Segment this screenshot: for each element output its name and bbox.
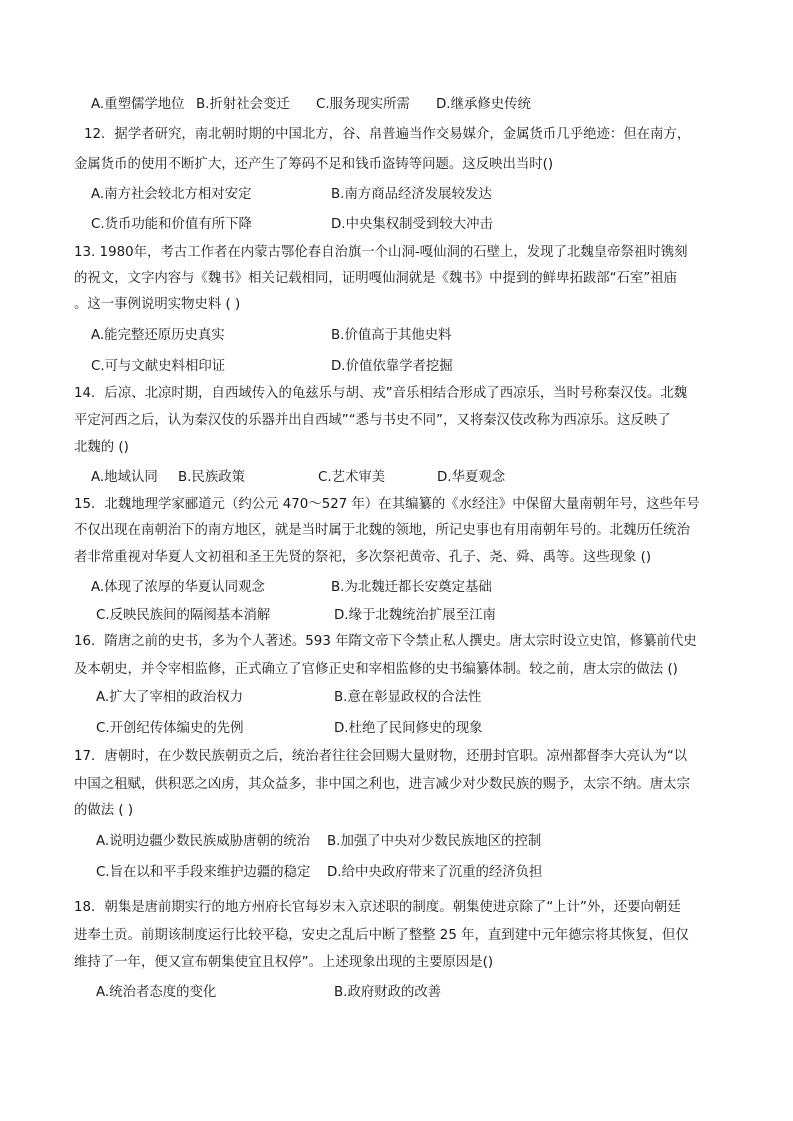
q11-option-c: C.服务现实所需	[316, 97, 410, 112]
q12-option-c: C.货币功能和价值有所下降	[91, 217, 252, 232]
q16-stem-line-2: 及本朝史，并令宰相监修，正式确立了官修正史和宰相监修的史书编纂体制。较之前，唐太宗的做法 ()	[74, 662, 678, 677]
q16-option-b: B.意在彰显政权的合法性	[334, 690, 482, 705]
q16-option-a: A.扩大了宰相的政治权力	[96, 690, 244, 705]
q18-stem-line-2: 进奉土贡。前期该制度运行比较平稳，安史之乱后中断了整整 25 年，直到建中元年德宗将其恢复，但仅	[74, 928, 689, 943]
q12-stem-line-2: 金属货币的使用不断扩大，还产生了筹码不足和钱币盗铸等问题。这反映出当时()	[74, 157, 554, 172]
q17-option-d: D.给中央政府带来了沉重的经济负担	[327, 865, 543, 880]
q18-option-a: A.统治者态度的变化	[96, 985, 217, 1000]
q12-stem-line-1: 12．据学者研究，南北朝时期的中国北方，谷、帛普遍当作交易媒介，金属货币几乎绝迹：但在南方，	[84, 127, 691, 142]
q16-stem-line-1: 16．隋唐之前的史书，多为个人著述。593 年隋文帝下令禁止私人撰史。唐太宗时设立史馆，修纂前代史	[74, 634, 697, 649]
q15-option-b: B.为北魏迁都长安奠定基础	[331, 580, 492, 595]
q18-stem-line-1: 18．朝集是唐前期实行的地方州府长官每岁末入京述职的制度。朝集使进京除了“上计”外，还要向朝廷	[74, 900, 681, 915]
q12-option-b: B.南方商品经济发展较发达	[331, 187, 492, 202]
q13-option-a: A.能完整还原历史真实	[91, 328, 225, 343]
q11-option-a: A.重塑儒学地位	[91, 97, 185, 112]
q14-option-c: C.艺术审美	[318, 470, 386, 485]
q14-option-b: B.民族政策	[178, 470, 246, 485]
q13-option-d: D.价值依靠学者挖掘	[331, 359, 453, 374]
q14-stem-line-1: 14．后凉、北凉时期，自西域传入的龟兹乐与胡、戎”音乐相结合形成了西凉乐，当时号称秦汉伎。北魏	[74, 386, 688, 401]
q15-option-d: D.缘于北魏统治扩展至江南	[334, 608, 496, 623]
q13-option-b: B.价值高于其他史料	[331, 328, 452, 343]
q12-option-d: D.中央集权制受到较大冲击	[331, 217, 493, 232]
q17-option-a: A.说明边疆少数民族威胁唐朝的统治	[96, 834, 311, 849]
q15-stem-line-3: 者非常重视对华夏人文初祖和圣王先贤的祭祀，多次祭祀黄帝、孔子、尧、舜、禹等。这些现象 ()	[74, 550, 652, 565]
q15-option-a: A.体现了浓厚的华夏认同观念	[91, 580, 265, 595]
q17-stem-line-2: 中国之租赋，供积恶之凶虏，其众益多，非中国之利也，进言减少对少数民族的赐予，太宗不纳。唐太宗	[74, 777, 690, 792]
q14-option-a: A.地域认同	[91, 470, 158, 485]
q14-stem-line-3: 北魏的 ()	[74, 440, 129, 455]
q18-option-b: B.政府财政的改善	[334, 985, 442, 1000]
q13-stem-line-3: 。这一事例说明实物史料 ( )	[74, 297, 241, 312]
q12-option-a: A.南方社会较北方相对安定	[91, 187, 252, 202]
q17-option-c: C.旨在以和平手段来维护边疆的稳定	[96, 865, 311, 880]
q15-stem-line-2: 不仅出现在南朝治下的南方地区，就是当时属于北魏的领地，所记史事也有用南朝年号的。北魏历任统治	[74, 523, 690, 538]
q17-option-b: B.加强了中央对少数民族地区的控制	[327, 834, 542, 849]
q16-option-d: D.杜绝了民间修史的现象	[334, 721, 483, 736]
q17-stem-line-3: 的做法 ( )	[74, 803, 134, 818]
q13-option-c: C.可与文献史料相印证	[91, 359, 226, 374]
q13-stem-line-2: 的祝文，文字内容与《魏书》相关记载相同，证明嘎仙洞就是《魏书》中提到的鲜卑拓跋部“石室”祖庙	[74, 271, 678, 286]
q16-option-c: C.开创纪传体编史的先例	[96, 721, 244, 736]
q11-option-b: B.折射社会变迁	[196, 97, 290, 112]
q11-option-d: D.继承修史传统	[436, 97, 531, 112]
q15-option-c: C.反映民族间的隔阂基本消解	[96, 608, 271, 623]
q15-stem-line-1: 15．北魏地理学家郦道元（约公元 470～527 年）在其编纂的《水经注》中保留大量南朝年号，这些年号	[74, 497, 700, 512]
q17-stem-line-1: 17．唐朝时，在少数民族朝贡之后，统治者往往会回赐大量财物，还册封官职。凉州都督李大亮认为“以	[74, 749, 688, 764]
q13-stem-line-1: 13. 1980年，考古工作者在内蒙古鄂伦春自治旗一个山洞-嘎仙洞的石壁上，发现了北魏皇帝祭祖时镌刻	[74, 245, 688, 260]
q18-stem-line-3: 维持了一年，便又宣布朝集使宜且权停”。上述现象出现的主要原因是()	[74, 955, 494, 970]
q14-stem-line-2: 平定河西之后，认为秦汉伎的乐器并出自西域”“悉与书史不同”，又将秦汉伎改称为西凉乐。这反映了	[74, 413, 671, 428]
q14-option-d: D.华夏观念	[437, 470, 506, 485]
